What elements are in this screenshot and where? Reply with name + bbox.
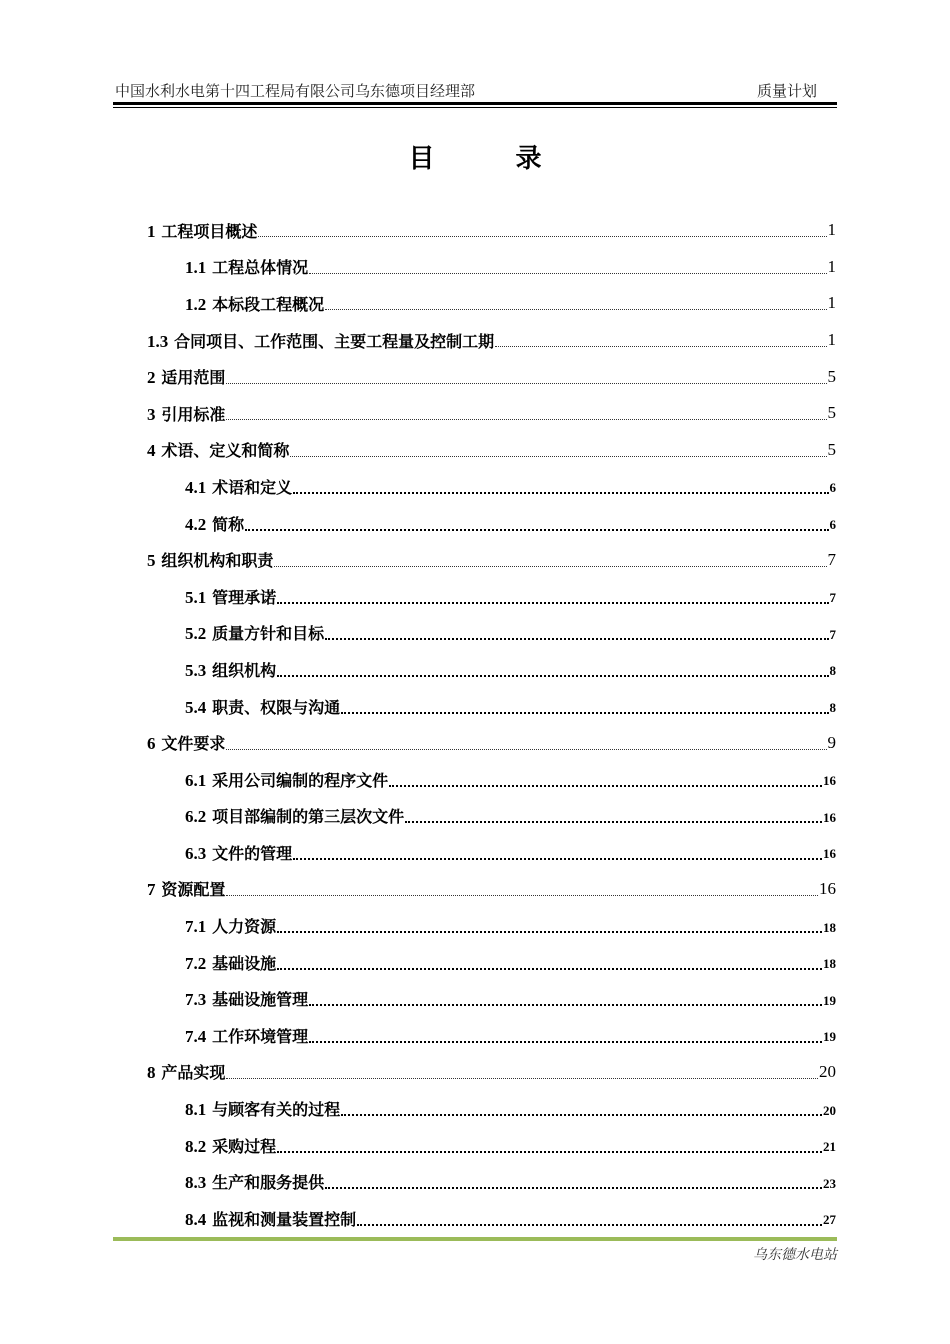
toc-entry-page: 1 [827, 293, 836, 313]
toc-entry-page: 7 [829, 590, 836, 606]
toc-entry-title: 产品实现 [161, 1063, 226, 1083]
toc-dot-leader [341, 711, 828, 714]
toc-entry-page: 18 [823, 919, 836, 935]
toc-entry-title: 术语和定义 [212, 477, 293, 497]
toc-entry[interactable] [185, 505, 836, 542]
toc-entry-title: 采购过程 [212, 1136, 277, 1156]
toc-entry[interactable] [185, 907, 836, 944]
toc-entry-page: 16 [819, 878, 836, 898]
toc-dot-leader [277, 967, 822, 970]
toc-entry-number: 6.3 [185, 843, 207, 863]
toc-entry-label [147, 402, 225, 425]
toc-entry-title: 与顾客有关的过程 [212, 1100, 341, 1120]
toc-entry[interactable] [185, 1090, 836, 1127]
header-rule [113, 102, 837, 105]
toc-dot-leader [325, 308, 826, 310]
page-header [113, 78, 837, 102]
toc-entry-title: 工作环境管理 [212, 1026, 309, 1046]
toc-entry-number: 7.1 [185, 917, 207, 937]
toc-entry[interactable] [185, 834, 836, 871]
toc-entry[interactable] [185, 249, 836, 286]
toc-entry-page: 16 [823, 809, 836, 825]
toc-entry-number: 6 [147, 734, 156, 754]
toc-entry-page: 16 [823, 846, 836, 862]
toc-dot-leader [325, 1186, 822, 1189]
toc-entry[interactable] [185, 761, 836, 798]
toc-entry-title: 组织机构和职责 [161, 551, 274, 571]
toc-entry-title: 合同项目、工作范围、主要工程量及控制工期 [174, 331, 495, 351]
toc-entry-label [147, 877, 225, 900]
toc-entry[interactable] [185, 1017, 836, 1054]
toc-entry-title: 文件要求 [161, 734, 226, 754]
toc-entry-page: 20 [823, 1102, 836, 1118]
toc-entry-label [185, 914, 276, 937]
toc-entry-title: 质量方针和目标 [212, 624, 325, 644]
toc-entry-label [185, 1024, 308, 1047]
toc-entry-number: 4 [147, 441, 156, 461]
toc-entry-title: 文件的管理 [212, 843, 293, 863]
toc-entry-label [185, 658, 276, 681]
toc-entry-page: 1 [827, 220, 836, 240]
toc-entry-number: 8.4 [185, 1209, 207, 1229]
toc-entry-page: 6 [829, 517, 836, 533]
toc-entry[interactable] [185, 1163, 836, 1200]
toc-dot-leader [341, 1113, 822, 1116]
toc-entry-title: 基础设施管理 [212, 990, 309, 1010]
toc-dot-leader [226, 418, 826, 420]
toc-entry-title: 引用标准 [161, 404, 226, 424]
toc-dot-leader [226, 894, 818, 896]
toc-entry-title: 监视和测量装置控制 [212, 1209, 357, 1229]
toc-entry-title: 资源配置 [161, 880, 226, 900]
toc-dot-leader [245, 528, 828, 531]
toc-entry[interactable] [147, 1054, 836, 1091]
toc-dot-leader [405, 820, 822, 823]
toc-entry-label [185, 804, 404, 827]
toc-entry-title: 采用公司编制的程序文件 [212, 770, 389, 790]
toc-entry-page: 7 [829, 626, 836, 642]
toc-entry[interactable] [185, 1127, 836, 1164]
toc-entry-title: 生产和服务提供 [212, 1173, 325, 1193]
toc-dot-leader [290, 455, 826, 457]
toc-entry-page: 19 [823, 1029, 836, 1045]
toc-entry-number: 5.1 [185, 587, 207, 607]
toc-dot-leader [309, 1003, 822, 1006]
toc-entry-number: 8 [147, 1063, 156, 1083]
toc-entry-page: 5 [827, 403, 836, 423]
toc-entry-number: 5.2 [185, 624, 207, 644]
toc-dot-leader [277, 674, 828, 677]
toc-entry-title: 术语、定义和简称 [161, 441, 290, 461]
toc-dot-leader [226, 748, 826, 750]
toc-entry[interactable] [147, 724, 836, 761]
toc-entry-label [185, 951, 276, 974]
toc-dot-leader [277, 930, 822, 933]
toc-entry-title: 基础设施 [212, 953, 277, 973]
toc-dot-leader [495, 345, 826, 347]
toc-entry-label [185, 987, 308, 1010]
toc-entry-title: 本标段工程概况 [212, 294, 325, 314]
toc-entry-title: 管理承诺 [212, 587, 277, 607]
toc-entry-page: 1 [827, 330, 836, 350]
toc-entry-page: 8 [829, 700, 836, 716]
toc-entry-page: 5 [827, 366, 836, 386]
toc-dot-leader [293, 491, 828, 494]
toc-entry-number: 7.2 [185, 953, 207, 973]
toc-entry-page: 21 [823, 1139, 836, 1155]
toc-entry-page: 8 [829, 663, 836, 679]
toc-entry[interactable] [185, 944, 836, 981]
toc-entry-title: 项目部编制的第三层次文件 [212, 807, 405, 827]
toc-dot-leader [309, 272, 826, 274]
toc-entry-label [185, 1134, 276, 1157]
header-doc-type: 质量计划 [756, 82, 817, 100]
toc-entry-label [185, 1207, 356, 1230]
toc-entry-number: 8.2 [185, 1136, 207, 1156]
toc-entry-label [185, 841, 292, 864]
toc-entry-page: 7 [827, 549, 836, 569]
toc-entry-number: 8.3 [185, 1173, 207, 1193]
toc-entry[interactable] [185, 798, 836, 835]
toc-entry-number: 5.3 [185, 660, 207, 680]
toc-entry[interactable] [147, 432, 836, 469]
toc-entry-label [147, 1060, 225, 1083]
toc-entry[interactable] [185, 578, 836, 615]
toc-entry-number: 5.4 [185, 697, 207, 717]
page-title: 目 录 [408, 144, 578, 174]
toc-entry[interactable] [185, 980, 836, 1017]
toc-entry-number: 4.2 [185, 514, 207, 534]
toc-entry-number: 7.4 [185, 1026, 207, 1046]
toc-dot-leader [226, 1077, 818, 1079]
toc-entry[interactable] [185, 1200, 836, 1237]
toc-entry-number: 8.1 [185, 1100, 207, 1120]
toc-entry-page: 5 [827, 439, 836, 459]
toc-entry-label [185, 1170, 324, 1193]
toc-entry[interactable] [147, 395, 836, 432]
toc-entry-number: 6.1 [185, 770, 207, 790]
toc-entry[interactable] [147, 212, 836, 249]
toc-entry-label [185, 255, 308, 278]
toc-dot-leader [357, 1223, 822, 1226]
toc-entry[interactable] [185, 651, 836, 688]
toc-entry-label [185, 695, 340, 718]
toc-entry-page: 1 [827, 256, 836, 276]
toc-entry-page: 27 [823, 1212, 836, 1228]
toc-entry-number: 1.2 [185, 294, 207, 314]
toc-entry-label [147, 438, 289, 461]
toc-entry-page: 6 [829, 480, 836, 496]
toc-entry[interactable] [185, 615, 836, 652]
toc-entry-label [147, 329, 494, 352]
toc-entry[interactable] [147, 358, 836, 395]
toc-entry-number: 1 [147, 221, 156, 241]
toc-dot-leader [325, 637, 828, 640]
toc-entry[interactable] [185, 688, 836, 725]
toc-entry-label [185, 585, 276, 608]
toc-entry[interactable] [147, 541, 836, 578]
toc-entry-number: 5 [147, 551, 156, 571]
toc-entry-title: 简称 [212, 514, 245, 534]
toc-entry[interactable] [185, 285, 836, 322]
toc-dot-leader [293, 857, 822, 860]
toc-entry-number: 2 [147, 368, 156, 388]
toc-entry-page: 19 [823, 992, 836, 1008]
header-company: 中国水利水电第十四工程局有限公司乌东德项目经理部 [115, 82, 476, 100]
toc-entry-label [185, 768, 388, 791]
toc-dot-leader [226, 382, 826, 384]
toc-entry-label [147, 731, 225, 754]
toc-entry-label [185, 292, 324, 315]
toc-entry-page: 18 [823, 956, 836, 972]
toc-entry-title: 人力资源 [212, 917, 277, 937]
toc-entry-number: 7.3 [185, 990, 207, 1010]
toc-entry-page: 23 [823, 1175, 836, 1191]
toc-dot-leader [277, 601, 828, 604]
toc-entry-page: 9 [827, 732, 836, 752]
toc-entry-number: 4.1 [185, 477, 207, 497]
toc-entry-title: 职责、权限与沟通 [212, 697, 341, 717]
toc-entry-page: 16 [823, 773, 836, 789]
toc-entry-number: 3 [147, 404, 156, 424]
toc-dot-leader [309, 1040, 822, 1043]
footer-rule [113, 1237, 837, 1241]
toc-entry-label [147, 365, 225, 388]
toc-entry-label [185, 1097, 340, 1120]
header-rule-thin [113, 107, 837, 108]
toc-entry[interactable] [185, 468, 836, 505]
toc-entry-page: 20 [819, 1061, 836, 1081]
toc-dot-leader [258, 235, 826, 237]
toc-entry-label [185, 621, 324, 644]
toc-entry-title: 工程项目概述 [161, 221, 258, 241]
toc-entry-label [185, 512, 244, 535]
toc-entry-number: 6.2 [185, 807, 207, 827]
toc-entry-label [147, 219, 257, 242]
toc-entry[interactable] [147, 871, 836, 908]
table-of-contents [147, 212, 836, 1237]
toc-entry-title: 组织机构 [212, 660, 277, 680]
toc-dot-leader [274, 565, 826, 567]
footer-project-name: 乌东德水电站 [753, 1247, 837, 1263]
toc-entry[interactable] [147, 322, 836, 359]
toc-entry-number: 1.1 [185, 258, 207, 278]
toc-entry-title: 工程总体情况 [212, 258, 309, 278]
toc-dot-leader [389, 784, 822, 787]
toc-entry-number: 7 [147, 880, 156, 900]
toc-entry-title: 适用范围 [161, 368, 226, 388]
toc-dot-leader [277, 1150, 822, 1153]
toc-entry-number: 1.3 [147, 331, 169, 351]
toc-entry-label [185, 475, 292, 498]
toc-entry-label [147, 548, 273, 571]
